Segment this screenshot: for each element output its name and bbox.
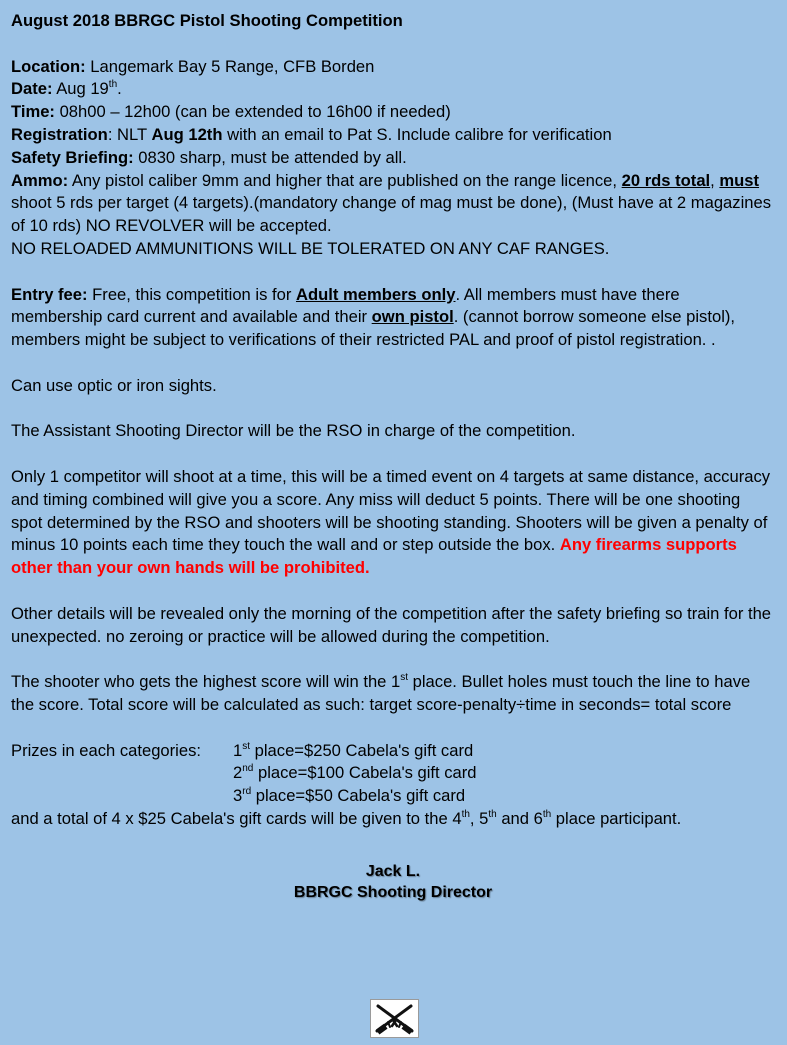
location-label: Location: [11, 56, 86, 76]
entry-adult-only: Adult members only [295, 284, 456, 304]
entry-paragraph [11, 284, 775, 352]
ammo-rounds-total: 20 rds total [621, 170, 711, 190]
location-line [11, 56, 775, 79]
prize-first-row [11, 740, 775, 763]
details-paragraph: Other details will be revealed only the morning of the competition after the safety briefing so train for the unexpected. no zeroing or practice will be allowed during the competition. [11, 603, 772, 646]
scoring-paragraph [11, 671, 775, 717]
location-value: Langemark Bay 5 Range, CFB Borden [85, 56, 375, 76]
scoring-text-2: place. Bullet holes must touch the line to have the score. Total score will be calculated as such: target score-penalty÷time in seconds= total score [11, 672, 751, 714]
ammo-reload-warning: NO RELOADED AMMUNITIONS WILL BE TOLERATED ON ANY CAF RANGES. [11, 238, 610, 258]
time-line [11, 101, 775, 124]
entry-label: Entry fee: [11, 284, 88, 304]
ammo-text-2: , [710, 170, 720, 190]
crossed-rifles-icon [370, 999, 419, 1038]
rules-paragraph [11, 466, 775, 580]
ammo-paragraph [11, 170, 775, 238]
registration-text-2: with an email to Pat S. Include calibre for verification [222, 124, 612, 144]
ammo-text-1: Any pistol caliber 9mm and higher that are published on the range licence, [68, 170, 622, 190]
date-tail: . [117, 79, 122, 99]
entry-own-pistol: own pistol [371, 307, 454, 327]
safety-line [11, 147, 775, 170]
prize-third: 3rd place=$50 Cabela's gift card [233, 786, 466, 806]
registration-text-1: : NLT [107, 124, 152, 144]
signature-name: Jack L. [365, 862, 421, 880]
signature-role: BBRGC Shooting Director [293, 883, 493, 901]
rso-line: The Assistant Shooting Director will be the RSO in charge of the competition. [11, 421, 576, 441]
prize-second: 2nd place=$100 Cabela's gift card [233, 763, 477, 783]
prize-extra: and a total of 4 x $25 Cabela's gift cards will be given to the 4th, 5th and 6th place participant. [11, 808, 682, 828]
ammo-must: must [719, 170, 760, 190]
optics-line: Can use optic or iron sights. [11, 375, 217, 395]
entry-text-1: Free, this competition is for [87, 284, 296, 304]
signature-block [11, 861, 775, 903]
time-value: 08h00 – 12h00 (can be extended to 16h00 if needed) [54, 102, 451, 122]
scoring-sup: st [400, 672, 409, 684]
scoring-text-1: The shooter who gets the highest score will win the 1 [11, 672, 401, 692]
registration-label: Registration [11, 124, 108, 144]
rules-text: Only 1 competitor will shoot at a time, this will be a timed event on 4 targets at same distance, accuracy and timing combined will give you a score. Any miss will deduct 5 points. There will be one shooting spot determined by the RSO and shooters will be shooting standing. Shooters will be given a penalty of minus 10 points each time they touch the wall and or step outside the box. [11, 466, 771, 555]
ammo-label: Ammo: [11, 170, 69, 190]
entry-text-3: . (cannot borrow someone else pistol), members might be subject to verifications of their restricted PAL and proof of pistol registration. . [11, 307, 736, 350]
registration-deadline: Aug 12th [151, 124, 223, 144]
date-line [11, 78, 775, 101]
prize-first: 1st place=$250 Cabela's gift card [233, 740, 474, 760]
rules-prohibited-warning: Any firearms supports other than your own hands will be prohibited. [11, 535, 737, 578]
safety-value: 0830 sharp, must be attended by all. [133, 147, 407, 167]
entry-text-2: . All members must have there membership card current and available and their [11, 284, 680, 327]
safety-label: Safety Briefing: [11, 147, 134, 167]
prizes-label: Prizes in each categories: [11, 740, 206, 760]
registration-line [11, 124, 775, 147]
date-value: Aug 19 [52, 79, 109, 99]
date-label: Date: [11, 79, 53, 99]
date-sup: th [108, 79, 118, 91]
ammo-text-3: shoot 5 rds per target (4 targets).(mandatory change of mag must be done), (Must have at 2 magazines of 10 rds) NO REVOLVER will be accepted. [11, 193, 772, 236]
time-label: Time: [11, 102, 55, 122]
page-title: August 2018 BBRGC Pistol Shooting Competition [11, 11, 403, 30]
